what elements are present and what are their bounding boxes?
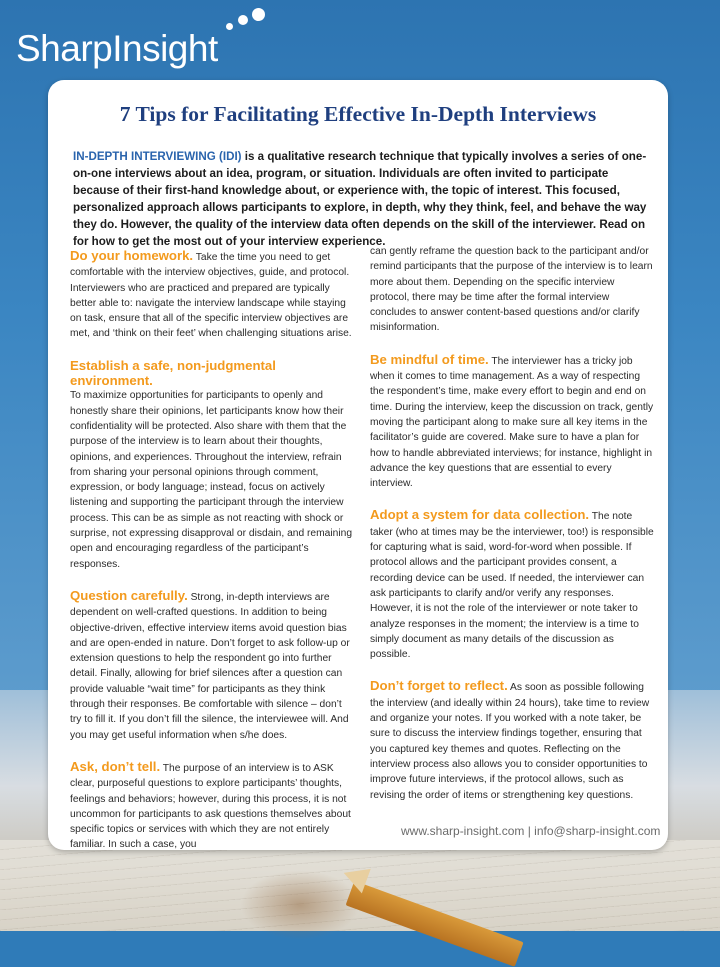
left-column	[70, 248, 354, 869]
tip-section	[70, 588, 354, 743]
tip-section	[370, 507, 654, 662]
logo-text: SharpInsight	[16, 28, 218, 69]
tip-body: The note taker (who at times may be the interviewer, too!) is responsible for capturing what is said, word-for-word when possible. If protocol allows and the participant provides consent, a recording device can be used. If needed, the interviewer can ask participants to clarify and/or verify any responses. However, it is not the role of the interviewer or note taker to analyze responses in the moment; the interview is a time to simply document as many details of the discussion as possible.	[370, 511, 654, 661]
tip-heading: Be mindful of time.	[370, 351, 489, 367]
tip-body: The purpose of an interview is to ASK clear, purposeful questions to explore participants’ thoughts, feelings and behaviors; however, during this process, it is not uncommon for participants to ask questions themselves about specific topics or services with which they are not entirely familiar. In such a case, you	[70, 762, 351, 851]
tip-section	[370, 678, 654, 802]
intro-lead: IN-DEPTH INTERVIEWING (IDI)	[73, 150, 242, 163]
tip-body: As soon as possible following the interview (and ideally within 24 hours), take time to review and organize your notes. If you worked with a note taker, be sure to discuss the interview findings together, ensuring that you captured key themes and quotes. Reflecting on the interview process also allows you to consider opportunities to improve future interviews, if the protocol allows, such as revising the order of items or strengthening key questions.	[370, 682, 650, 801]
tip-section	[70, 248, 354, 342]
tip-heading: Ask, don’t tell.	[70, 758, 161, 774]
right-column	[370, 244, 654, 819]
tip-body: Strong, in-depth interviews are dependent on well-crafted questions. In addition to being objective-driven, effective interview items avoid question bias and are open-ended in nature. Don’t forget to ask follow-up or extension questions to help the respondent go into further detail. Finally, allowing for brief silences after a question can provide valuable “wait time” for participants as they think through their responses. Be comfortable with silence – don’t try to fill it. If you don’t fill the silence, the interviewee will. And you may get useful information when s/he does.	[70, 591, 350, 741]
intro-body: is a qualitative research technique that typically involves a series of one-on-one interviews about an idea, program, or situation. Individuals are often invited to participate because of their first-hand knowledge about, or experience with, the topic of interest. This focused, personalized approach allows participants to explore, in depth, why they think, feel, and behave the way they do. However, the quality of the interview data often depends on the skill of the interviewer. Read on for how to get the most out of your interview experience.	[73, 150, 647, 248]
tip-body: can gently reframe the question back to the participant and/or remind participants that the purpose of the interview is to learn more about them. Depending on the specific interview protocol, there may be time after the formal interview concludes to answer content-based questions and/or clarify misinformation.	[370, 246, 653, 334]
tip-section	[370, 352, 654, 492]
tip-body: To maximize opportunities for participants to openly and honestly share their opinions, let participants know how their confidentiality will be protected. Also share with them that the purpose of the interview is to learn about their thoughts, opinions, and experiences. Throughout the interview, refrain from sharing your personal opinions through comment, expression, or body language; instead, focus on actively listening and supporting the participant through the interview process. This can be as simple as not reacting with shock or surprise, not expressing disapproval or disdain, and remaining open and encouraging regardless of the participant’s responses.	[70, 390, 353, 570]
tip-heading: Question carefully.	[70, 587, 188, 603]
tip-heading: Adopt a system for data collection.	[370, 507, 590, 523]
document-card	[48, 80, 668, 850]
document-title: 7 Tips for Facilitating Effective In-Depth Interviews	[119, 102, 597, 126]
tip-continuation	[370, 244, 654, 336]
tip-body: Take the time you need to get comfortable with the interview objectives, guide, and protocol. Interviewers who are practiced and prepared are typically better able to: navigate the interview landscape while staying on task, ensure that all of the specific interview objectives are met, and ‘think on their feet’ when challenging situations arise.	[70, 252, 352, 340]
tip-heading: Do your homework.	[70, 248, 194, 263]
tip-heading: Establish a safe, non-judgmental environment.	[70, 357, 276, 389]
intro-paragraph	[73, 148, 651, 250]
logo-dot-icon	[238, 15, 248, 25]
tip-section	[70, 759, 354, 853]
tip-heading: Don’t forget to reflect.	[370, 678, 508, 694]
logo-dot-icon	[226, 23, 233, 30]
tip-section	[70, 358, 354, 572]
logo-dot-icon	[252, 8, 265, 21]
footer-contact: www.sharp-insight.com | info@sharp-insight.com	[401, 824, 661, 838]
tip-body: The interviewer has a tricky job when it comes to time management. As a way of respecting the respondent’s time, make every effort to begin and end on time. During the interview, keep the discussion on track, gently moving the participant along to make sure all key items in the facilitator’s guide are covered. Make sure to have a plan for how to handle abbreviated interviews; for instance, highlight in advance the key questions that are essential to every interview.	[370, 355, 654, 490]
